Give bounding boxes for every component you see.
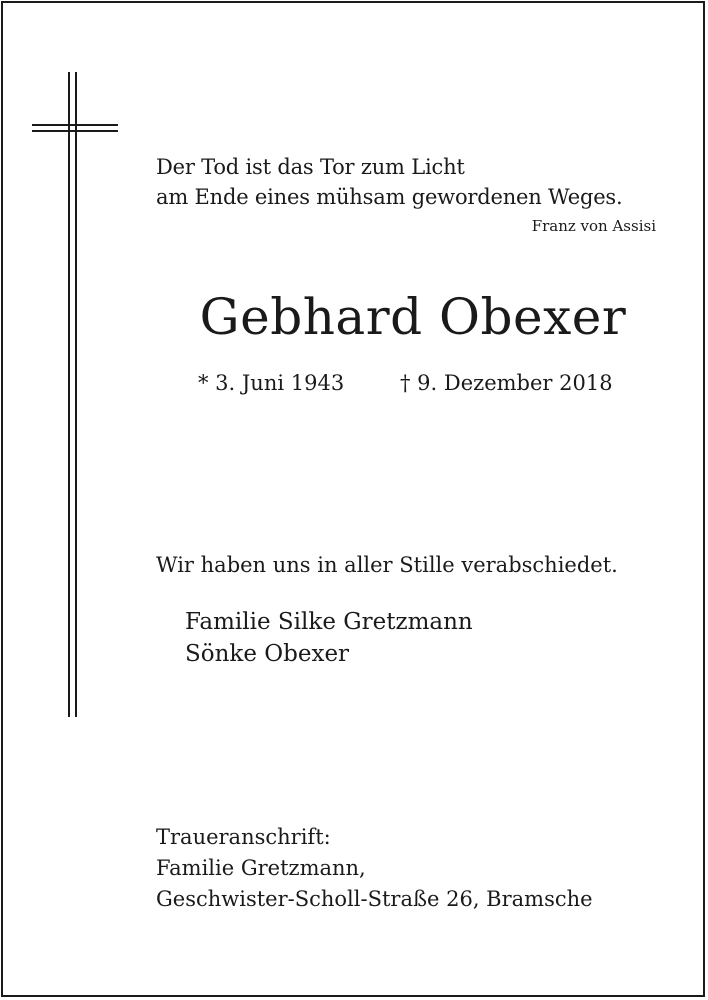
birth-date: * 3. Juni 1943: [198, 371, 345, 395]
quote-line: Der Tod ist das Tor zum Licht: [156, 155, 465, 179]
mourners-list: [185, 606, 473, 670]
address-line: Geschwister-Scholl-Straße 26, Bramsche: [156, 887, 593, 911]
farewell-statement: Wir haben uns in aller Stille verabschiedet.: [156, 553, 618, 577]
death-date: † 9. Dezember 2018: [400, 371, 613, 395]
address-line: Familie Gretzmann,: [156, 856, 366, 880]
quote: [156, 152, 622, 212]
deceased-name: Gebhard Obexer: [199, 288, 627, 346]
quote-line: am Ende eines mühsam gewordenen Weges.: [156, 185, 623, 209]
mourner-name: Sönke Obexer: [185, 641, 350, 667]
mourning-address: [156, 822, 593, 915]
quote-author: Franz von Assisi: [531, 217, 656, 235]
address-label: Traueranschrift:: [156, 825, 331, 849]
mourner-name: Familie Silke Gretzmann: [185, 609, 473, 635]
